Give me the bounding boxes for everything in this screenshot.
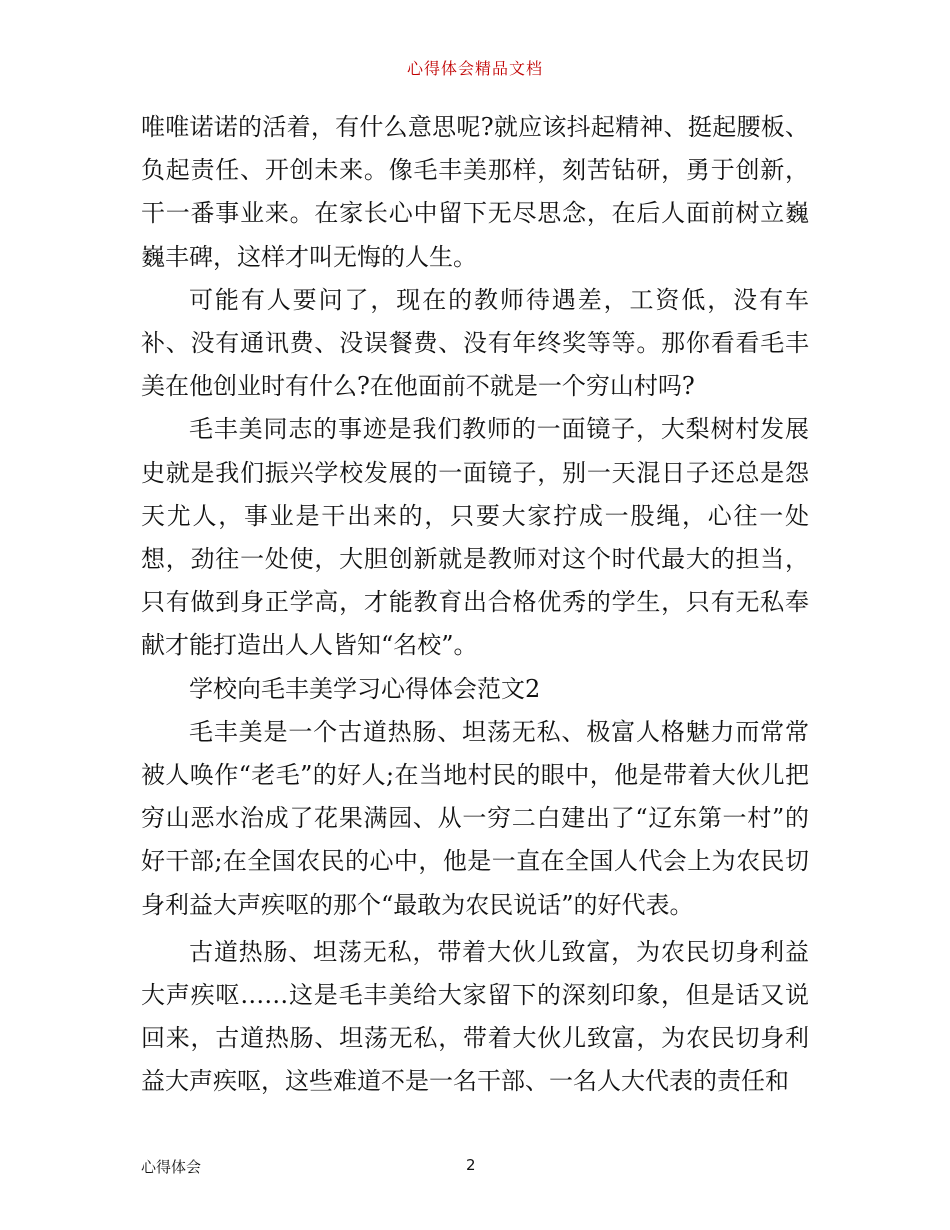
paragraph-2: 可能有人要问了，现在的教师待遇差，工资低，没有车补、没有通讯费、没误餐费、没有年终奖等等。那你看看毛丰美在他创业时有什么?在他面前不就是一个穷山村吗? bbox=[141, 285, 809, 401]
paragraph-1: 唯唯诺诺的活着，有什么意思呢?就应该抖起精神、挺起腰板、负起责任、开创未来。像毛丰美那样，刻苦钻研，勇于创新，干一番事业来。在家长心中留下无尽思念，在后人面前树立巍巍丰碑，这样才叫无悔的人生。 bbox=[141, 113, 809, 271]
paragraph-4: 毛丰美是一个古道热肠、坦荡无私、极富人格魅力而常常被人唤作“老毛”的好人;在当地村民的眼中，他是带着大伙儿把穷山恶水治成了花果满园、从一穷二白建出了“辽东第一村”的好干部;在全国农民的心中，他是一直在全国人代会上为农民切身利益大声疾呕的那个“最敢为农民说话”的好代表。 bbox=[141, 717, 809, 919]
section-heading: 学校向毛丰美学习心得体会范文2 bbox=[189, 674, 541, 703]
paragraph-3: 毛丰美同志的事迹是我们教师的一面镜子，大梨树村发展史就是我们振兴学校发展的一面镜子，别一天混日子还总是怨天尤人，事业是干出来的，只要大家拧成一股绳，心往一处想，劲往一处使，大胆创新就是教师对这个时代最大的担当，只有做到身正学高，才能教育出合格优秀的学生，只有无私奉献才能打造出人人皆知“名校”。 bbox=[141, 415, 809, 660]
footer-label: 心得体会 bbox=[141, 1158, 202, 1176]
page-number: 2 bbox=[466, 1156, 476, 1174]
document-footer bbox=[141, 1156, 809, 1176]
paragraph-5: 古道热肠、坦荡无私，带着大伙儿致富，为农民切身利益大声疾呕……这是毛丰美给大家留下的深刻印象，但是话又说回来，古道热肠、坦荡无私，带着大伙儿致富，为农民切身利益大声疾呕，这些难道不是一名干部、一名人大代表的责任和 bbox=[141, 937, 809, 1096]
document-body bbox=[141, 106, 809, 1104]
document-header-title: 心得体会精品文档 bbox=[406, 59, 543, 78]
